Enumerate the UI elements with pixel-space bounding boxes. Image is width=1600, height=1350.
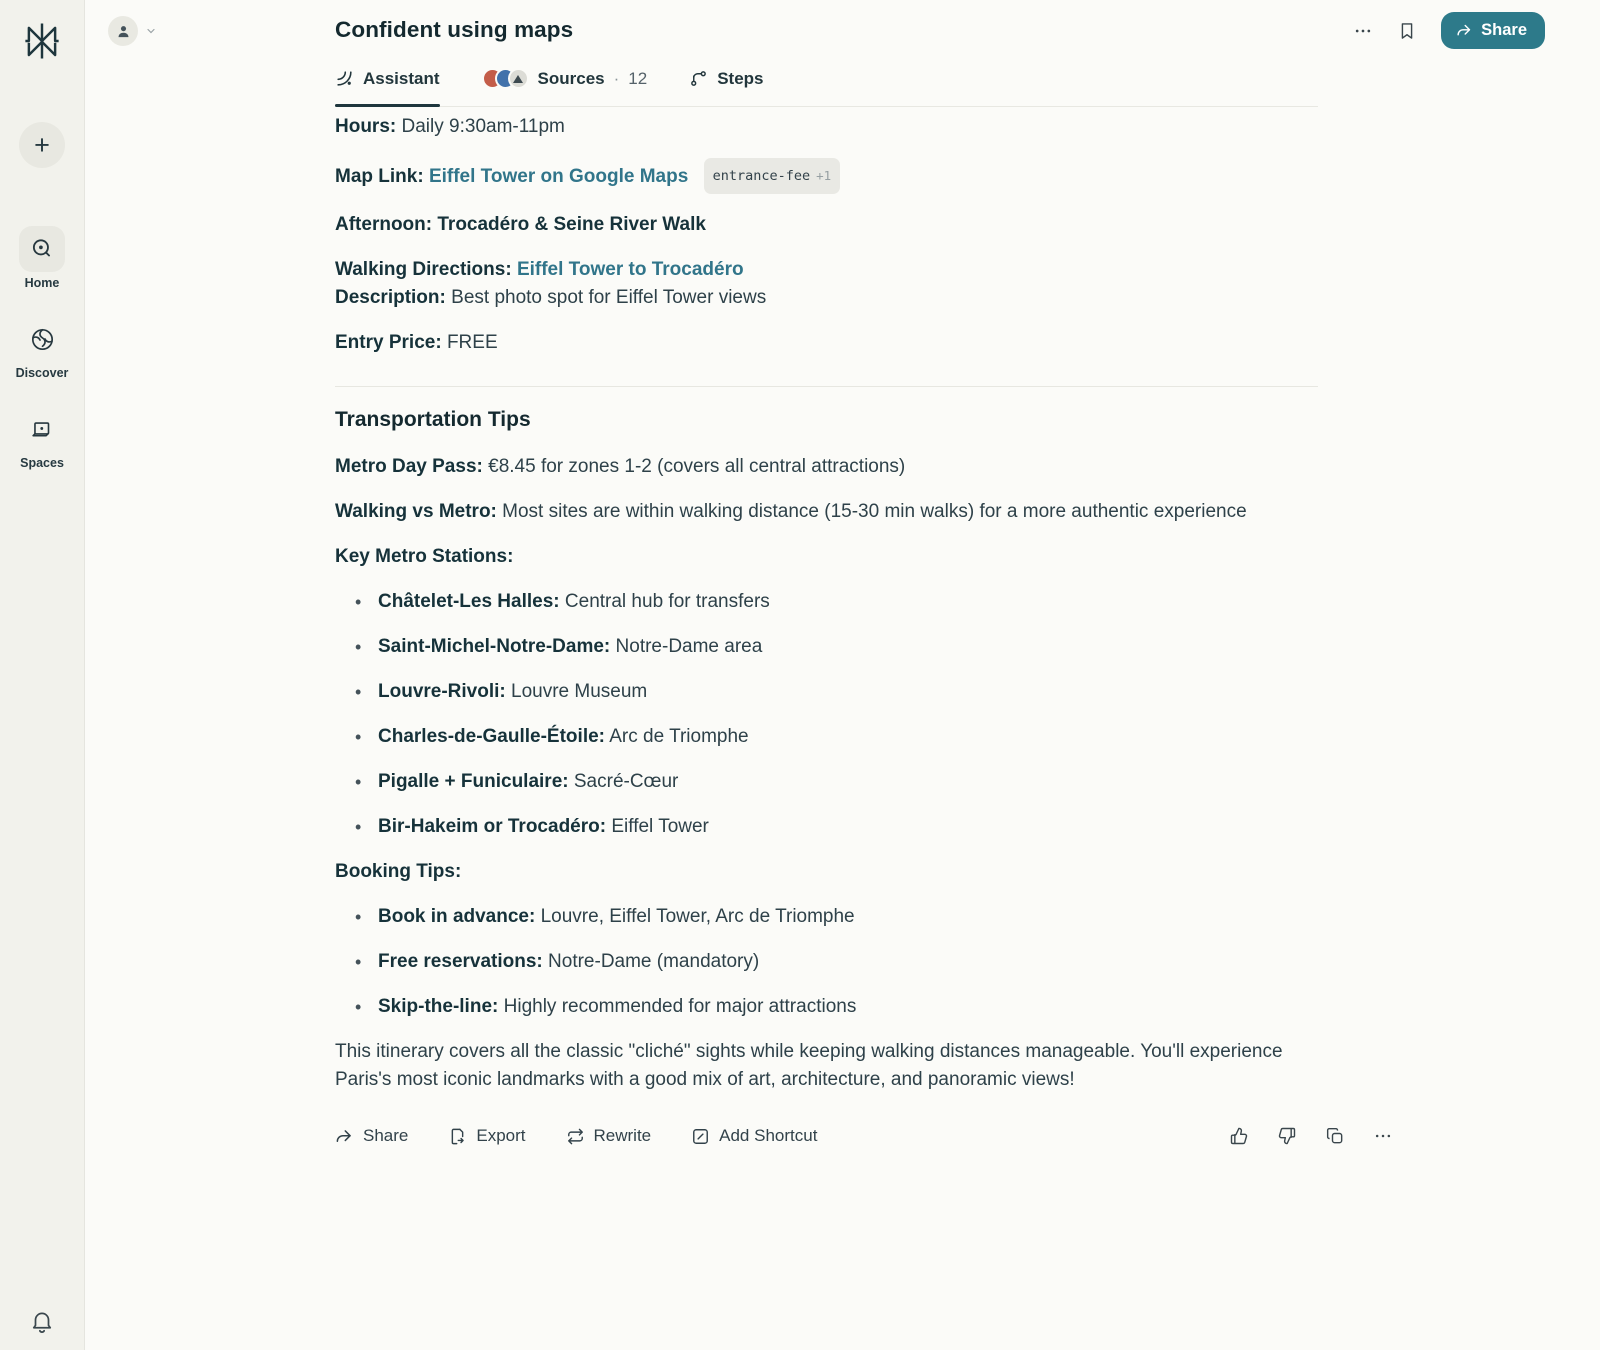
export-file-icon [448, 1127, 467, 1146]
map-link-line: Map Link: Eiffel Tower on Google Maps entrance-fee +1 [335, 158, 1318, 194]
sidebar-item-label: Discover [15, 366, 69, 380]
share-button-label: Share [1481, 21, 1527, 39]
copy-icon[interactable] [1325, 1126, 1345, 1146]
sources-count: 12 [628, 68, 648, 88]
thread-author-menu[interactable] [108, 16, 157, 46]
bookmark-icon[interactable] [1397, 21, 1417, 41]
walking-description-block: Walking Directions: Eiffel Tower to Trocadéro Description: Best photo spot for Eiffel Tower views [335, 259, 767, 308]
thumbs-down-icon[interactable] [1277, 1126, 1297, 1146]
plus-icon: + [34, 129, 50, 160]
spaces-icon [19, 406, 65, 452]
rewrite-action[interactable]: Rewrite [566, 1126, 652, 1146]
list-item: • Saint-Michel-Notre-Dame: Notre-Dame area [335, 633, 1318, 661]
page-title: Confident using maps [335, 17, 574, 42]
add-shortcut-action[interactable]: Add Shortcut [691, 1126, 817, 1146]
tab-bar [335, 68, 1318, 107]
tab-separator: · [613, 68, 620, 88]
list-item: • Louvre-Rivoli: Louvre Museum [335, 678, 1318, 706]
stations-heading: Key Metro Stations: [335, 546, 514, 567]
walking-vs-metro-line: Walking vs Metro: Most sites are within walking distance (15-30 min walks) for a more authentic experience [335, 501, 1247, 522]
sidebar [0, 0, 85, 1350]
notifications-bell-icon[interactable] [29, 1308, 55, 1334]
hours-line: Hours: Daily 9:30am-11pm [335, 116, 565, 137]
sidebar-item-label: Home [24, 276, 60, 290]
export-action[interactable]: Export [448, 1126, 525, 1146]
booking-tips-list [335, 903, 1318, 1021]
sidebar-item-spaces[interactable] [19, 406, 65, 470]
share-arrow-icon [335, 1127, 354, 1146]
assistant-icon [335, 69, 354, 88]
closing-paragraph: This itinerary covers all the classic "cliché" sights while keeping walking distances manageable. You'll experience Paris's most iconic landmarks with a good mix of art, architecture, and panoramic views! [335, 1041, 1283, 1090]
list-item: • Bir-Hakeim or Trocadéro: Eiffel Tower [335, 813, 1318, 841]
rewrite-repeat-icon [566, 1127, 585, 1146]
new-thread-button[interactable] [19, 122, 65, 168]
header-actions [1353, 12, 1545, 49]
stations-list [335, 588, 1318, 841]
list-item: • Free reservations: Notre-Dame (mandatory) [335, 948, 1318, 976]
sidebar-item-home[interactable] [19, 226, 65, 290]
action-bar-right [1229, 1126, 1393, 1146]
share-button[interactable] [1441, 12, 1545, 49]
answer-action-bar [335, 1126, 1318, 1146]
tab-label: Steps [717, 68, 764, 88]
metro-day-pass-line: Metro Day Pass: €8.45 for zones 1-2 (covers all central attractions) [335, 456, 906, 477]
share-action[interactable]: Share [335, 1126, 408, 1146]
more-options-icon[interactable] [1373, 1126, 1393, 1146]
sidebar-item-label: Spaces [20, 456, 64, 470]
walking-directions-link[interactable]: Eiffel Tower to Trocadéro [516, 259, 744, 280]
list-item: • Book in advance: Louvre, Eiffel Tower, Arc de Triomphe [335, 903, 1318, 931]
tab-sources[interactable] [482, 68, 648, 89]
list-item: • Châtelet-Les Halles: Central hub for transfers [335, 588, 1318, 616]
source-favicon-icon [508, 68, 529, 89]
action-bar-left [335, 1126, 817, 1146]
perplexity-logo-icon[interactable] [21, 20, 63, 62]
tab-label: Assistant [363, 68, 440, 88]
sidebar-nav [16, 226, 69, 496]
chevron-down-icon [145, 25, 157, 37]
main-area [85, 0, 1600, 1350]
avatar [108, 16, 138, 46]
badge-more-count: +1 [816, 168, 832, 183]
home-search-icon [19, 226, 65, 272]
afternoon-heading: Afternoon: Trocadéro & Seine River Walk [335, 214, 706, 235]
entry-price-line: Entry Price: FREE [335, 332, 498, 353]
discover-icon [19, 316, 65, 362]
share-arrow-icon [1456, 22, 1473, 39]
steps-branch-icon [689, 69, 708, 88]
shortcut-square-icon [691, 1127, 710, 1146]
answer-content [335, 113, 1318, 1146]
tab-steps[interactable] [689, 69, 763, 89]
entrance-fee-badge[interactable]: entrance-fee +1 [704, 158, 841, 194]
list-item: • Skip-the-line: Highly recommended for major attractions [335, 993, 1318, 1021]
google-maps-link[interactable]: Eiffel Tower on Google Maps [428, 166, 689, 187]
source-favicons [482, 68, 529, 89]
section-heading: Transportation Tips [335, 408, 531, 431]
section-divider [335, 386, 1318, 387]
more-options-icon[interactable] [1353, 21, 1373, 41]
tab-assistant[interactable] [335, 69, 440, 89]
thumbs-up-icon[interactable] [1229, 1126, 1249, 1146]
list-item: • Pigalle + Funiculaire: Sacré-Cœur [335, 768, 1318, 796]
tab-label: Sources [537, 68, 605, 88]
list-item: • Charles-de-Gaulle-Étoile: Arc de Triomphe [335, 723, 1318, 751]
booking-heading: Booking Tips: [335, 861, 462, 882]
sidebar-item-discover[interactable] [16, 316, 69, 380]
